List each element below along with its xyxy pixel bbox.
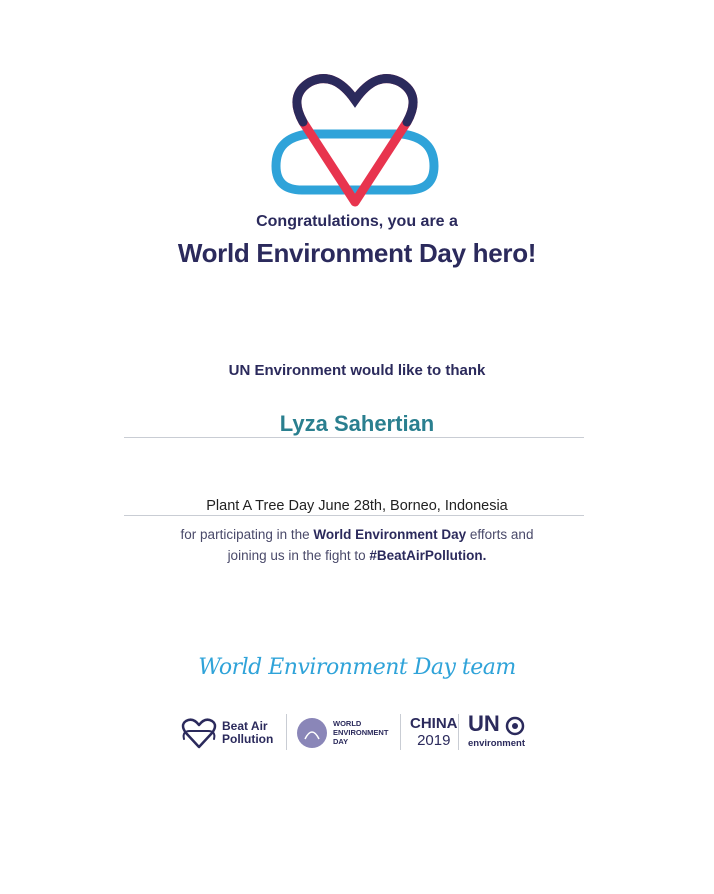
un-environment-icon — [505, 716, 525, 736]
wed-text: ENVIRONMENT — [333, 728, 389, 737]
wed-circle-icon — [296, 717, 328, 749]
participation-line-1 — [0, 524, 714, 545]
event-divider — [124, 515, 584, 516]
world-environment-day-logo — [333, 719, 388, 746]
year-text: 2019 — [417, 732, 451, 749]
recipient-name: Lyza Sahertian — [279, 411, 435, 436]
signature: World Environment Day team — [198, 655, 516, 680]
heart-cloud-icon — [270, 70, 440, 210]
beat-air-pollution-logo — [222, 720, 273, 746]
heart-outline-icon — [180, 717, 218, 749]
wed-text: DAY — [333, 737, 349, 746]
pollution-text: Pollution — [222, 732, 274, 746]
china-text: CHINA — [410, 715, 458, 732]
un-logo-text: UN — [468, 711, 500, 736]
environment-text: environment — [468, 738, 526, 749]
footer-divider — [400, 714, 401, 750]
desc-emphasis: World Environment Day — [313, 527, 467, 542]
footer-divider — [458, 714, 459, 750]
certificate-title: World Environment Day hero! — [177, 238, 537, 268]
beat-air-text: Beat Air — [222, 719, 268, 733]
congrats-line: Congratulations, you are a — [256, 213, 458, 230]
thank-line: UN Environment would like to thank — [228, 362, 486, 379]
participation-line-2 — [0, 545, 714, 566]
footer-divider — [286, 714, 287, 750]
desc-text: efforts and — [466, 527, 534, 542]
hashtag: #BeatAirPollution. — [369, 548, 487, 563]
wed-text: WORLD — [333, 719, 362, 728]
name-divider — [124, 437, 584, 438]
china-2019-logo — [410, 715, 458, 749]
event-line: Plant A Tree Day June 28th, Borneo, Indonesia — [206, 498, 508, 514]
desc-text: for participating in the — [180, 527, 314, 542]
desc-text: joining us in the fight to — [227, 548, 370, 563]
footer-logos — [178, 712, 538, 756]
participation-text — [0, 524, 714, 566]
